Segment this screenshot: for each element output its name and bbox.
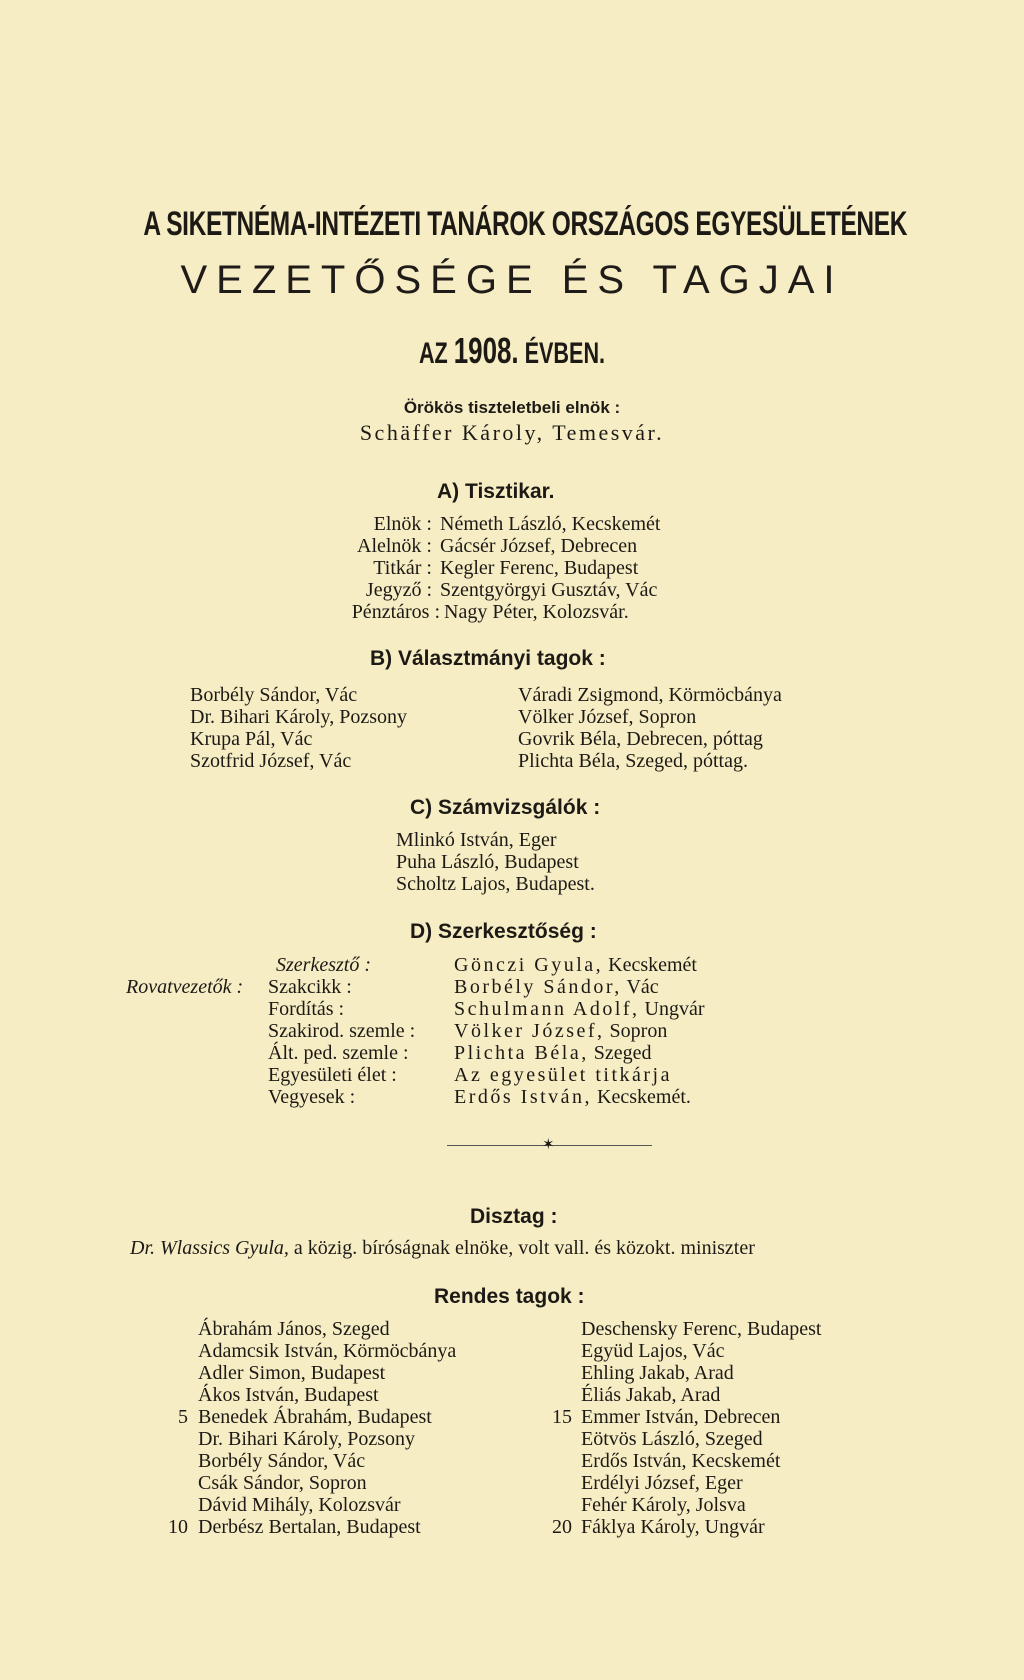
member-number: 20 (552, 1516, 572, 1538)
officer-name: Gácsér József, Debrecen (440, 535, 638, 557)
member-name: Erdős István, Kecskemét (581, 1450, 781, 1472)
member-name: Benedek Ábrahám, Budapest (198, 1406, 432, 1428)
committee-member: Váradi Zsigmond, Körmöcbánya (518, 684, 782, 706)
auditor: Puha László, Budapest (396, 851, 579, 873)
committee-member: Govrik Béla, Debrecen, póttag (518, 728, 763, 750)
editorial-role: Szerkesztő : (276, 954, 371, 976)
title-year-prefix: AZ (418, 337, 448, 370)
honorary-president-label: Örökös tiszteletbeli elnök : (403, 398, 621, 417)
auditor: Scholtz Lajos, Budapest. (396, 873, 595, 895)
honorary-member-line: Dr. Wlassics Gyula, a közig. bíróságnak elnöke, volt vall. és közokt. miniszter (130, 1237, 755, 1259)
committee-member: Borbély Sándor, Vác (190, 684, 358, 706)
editorial-role: Fordítás : (268, 998, 345, 1020)
officer-name: Nagy Péter, Kolozsvár. (444, 601, 629, 623)
member-name: Fáklya Károly, Ungvár (581, 1516, 765, 1538)
member-name: Eötvös László, Szeged (581, 1428, 763, 1450)
member-name: Adler Simon, Budapest (198, 1362, 386, 1384)
member-name: Borbély Sándor, Vác (198, 1450, 366, 1472)
title-line-3 (143, 330, 880, 372)
editorial-person: Az egyesület titkárja (454, 1064, 672, 1086)
officer-name: Németh László, Kecskemét (440, 513, 661, 535)
committee-member: Völker József, Sopron (518, 706, 697, 728)
editorial-role: Szakcikk : (268, 976, 352, 998)
editorial-role: Ált. ped. szemle : (268, 1042, 409, 1064)
member-name: Dr. Bihari Károly, Pozsony (198, 1428, 416, 1450)
member-number: 5 (178, 1406, 188, 1428)
column-editors-label: Rovatvezetők : (126, 976, 244, 998)
auditor: Mlinkó István, Eger (396, 829, 557, 851)
member-name: Deschensky Ferenc, Budapest (581, 1318, 822, 1340)
committee-member: Szotfrid József, Vác (190, 750, 352, 772)
committee-member: Krupa Pál, Vác (190, 728, 313, 750)
section-c-title: C) Számvizsgálók : (410, 796, 601, 819)
honorary-member-title: Disztag : (470, 1205, 558, 1228)
editorial-person: Völker József, Sopron (454, 1020, 668, 1042)
member-name: Fehér Károly, Jolsva (581, 1494, 746, 1516)
divider-asterisk-icon: ✶ (542, 1135, 555, 1153)
title-year: 1908. (453, 330, 519, 371)
member-number: 10 (168, 1516, 188, 1538)
section-b-title: B) Választmányi tagok : (370, 647, 606, 670)
editorial-person: Borbély Sándor, Vác (454, 976, 659, 998)
member-number: 15 (552, 1406, 572, 1428)
section-a-title: A) Tisztikar. (437, 480, 555, 503)
editorial-person: Schulmann Adolf, Ungvár (454, 998, 705, 1020)
editorial-role: Vegyesek : (268, 1086, 356, 1108)
title-year-suffix: ÉVBEN. (524, 337, 606, 370)
section-d-title: D) Szerkesztőség : (410, 920, 597, 943)
member-name: Adamcsik István, Körmöcbánya (198, 1340, 457, 1362)
officer-role: Pénztáros : (351, 601, 440, 623)
member-name: Együd Lajos, Vác (581, 1340, 725, 1362)
regular-members-title: Rendes tagok : (434, 1285, 585, 1308)
member-name: Éliás Jakab, Arad (581, 1384, 721, 1406)
editorial-person: Gönczi Gyula, Kecskemét (454, 954, 697, 976)
member-name: Erdélyi József, Eger (581, 1472, 743, 1494)
editorial-role: Szakirod. szemle : (268, 1020, 416, 1042)
editorial-person: Plichta Béla, Szeged (454, 1042, 652, 1064)
officer-name: Kegler Ferenc, Budapest (440, 557, 639, 579)
member-name: Ehling Jakab, Arad (581, 1362, 734, 1384)
member-name: Emmer István, Debrecen (581, 1406, 781, 1428)
title-line-2: VEZETŐSÉGE ÉS TAGJAI (180, 258, 844, 302)
member-name: Csák Sándor, Sopron (198, 1472, 367, 1494)
officer-name: Szentgyörgyi Gusztáv, Vác (440, 579, 658, 601)
honorary-president-name: Schäffer Károly, Temesvár. (359, 420, 665, 445)
officer-role: Titkár : (373, 557, 432, 579)
member-name: Ábrahám János, Szeged (198, 1318, 390, 1340)
officer-role: Alelnök : (357, 535, 432, 557)
committee-member: Plichta Béla, Szeged, póttag. (518, 750, 748, 772)
committee-member: Dr. Bihari Károly, Pozsony (190, 706, 408, 728)
member-name: Dávid Mihály, Kolozsvár (198, 1494, 401, 1516)
officer-role: Elnök : (373, 513, 432, 535)
editorial-role: Egyesületi élet : (268, 1064, 397, 1086)
member-name: Ákos István, Budapest (198, 1384, 379, 1406)
editorial-person: Erdős István, Kecskemét. (454, 1086, 691, 1108)
title-line-1: A SIKETNÉMA-INTÉZETI TANÁROK ORSZÁGOS EGYESÜLETÉNEK (143, 205, 908, 243)
member-name: Derbész Bertalan, Budapest (198, 1516, 421, 1538)
officer-role: Jegyző : (365, 579, 432, 601)
